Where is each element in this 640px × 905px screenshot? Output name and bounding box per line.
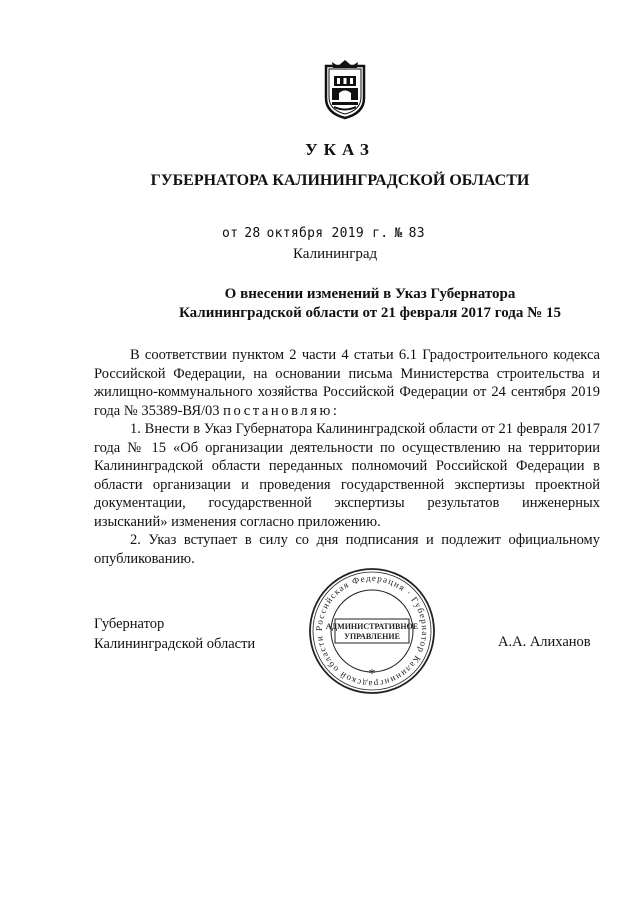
signer-position-line-2: Калининградской области <box>94 636 256 652</box>
preamble-text: В соответствии пунктом 2 части 4 статьи 6.1 Градостроительного кодекса Российской Федерации, на основании письма Министерства строительства и жилищно-коммунального хозяйства Российской Федерации от 24 сентября 2019 года № 35389-ВЯ/03 <box>94 347 600 419</box>
seal-star: * <box>368 667 376 682</box>
date-number-line <box>222 226 431 241</box>
date-day: 28 <box>244 226 261 241</box>
subject-line-1: О внесении изменений в Указ Губернатора <box>224 286 516 302</box>
seal-center-line-1: АДМИНИСТРАТИВНОЕ <box>325 622 419 631</box>
date-prefix: от <box>222 226 239 241</box>
coat-of-arms-emblem <box>320 58 370 120</box>
decree-word: постановляю: <box>223 402 340 419</box>
seal-ring-text: Российская Федерация · Губернатор Калининградской области <box>313 572 431 690</box>
number-label: № <box>394 226 403 241</box>
signer-position-line-1: Губернатор <box>94 616 165 632</box>
item-1-paragraph: 1. Внести в Указ Губернатора Калининградской области от 21 февраля 2017 года № 15 «Об организации деятельности по осуществлению на территории Калининградской области переданных полномочий Российской Федерации в области организации и проведения государственной экспертизы проектной документации, государственной экспертизы результатов инженерных изысканий» изменения согласно приложению. <box>94 421 600 530</box>
signer-name: А.А. Алиханов <box>498 634 591 650</box>
subject-line-2: Калининградской области от 21 февраля 2017 года № 15 <box>179 305 561 321</box>
city: Калининград <box>293 246 378 262</box>
document-subject <box>120 285 620 323</box>
document-title: УКАЗ <box>305 140 375 159</box>
preamble-paragraph <box>94 346 600 420</box>
item-2-paragraph: 2. Указ вступает в силу со дня подписания и подлежит официальному опубликованию. <box>94 532 600 567</box>
document-number: 83 <box>408 226 425 241</box>
seal-center-line-2: УПРАВЛЕНИЕ <box>344 632 400 641</box>
signer-position <box>94 614 255 654</box>
official-seal <box>307 566 437 696</box>
document-subtitle: ГУБЕРНАТОРА КАЛИНИНГРАДСКОЙ ОБЛАСТИ <box>150 172 530 189</box>
date-month-year: октября 2019 г. <box>266 226 389 241</box>
document-body <box>94 346 600 568</box>
